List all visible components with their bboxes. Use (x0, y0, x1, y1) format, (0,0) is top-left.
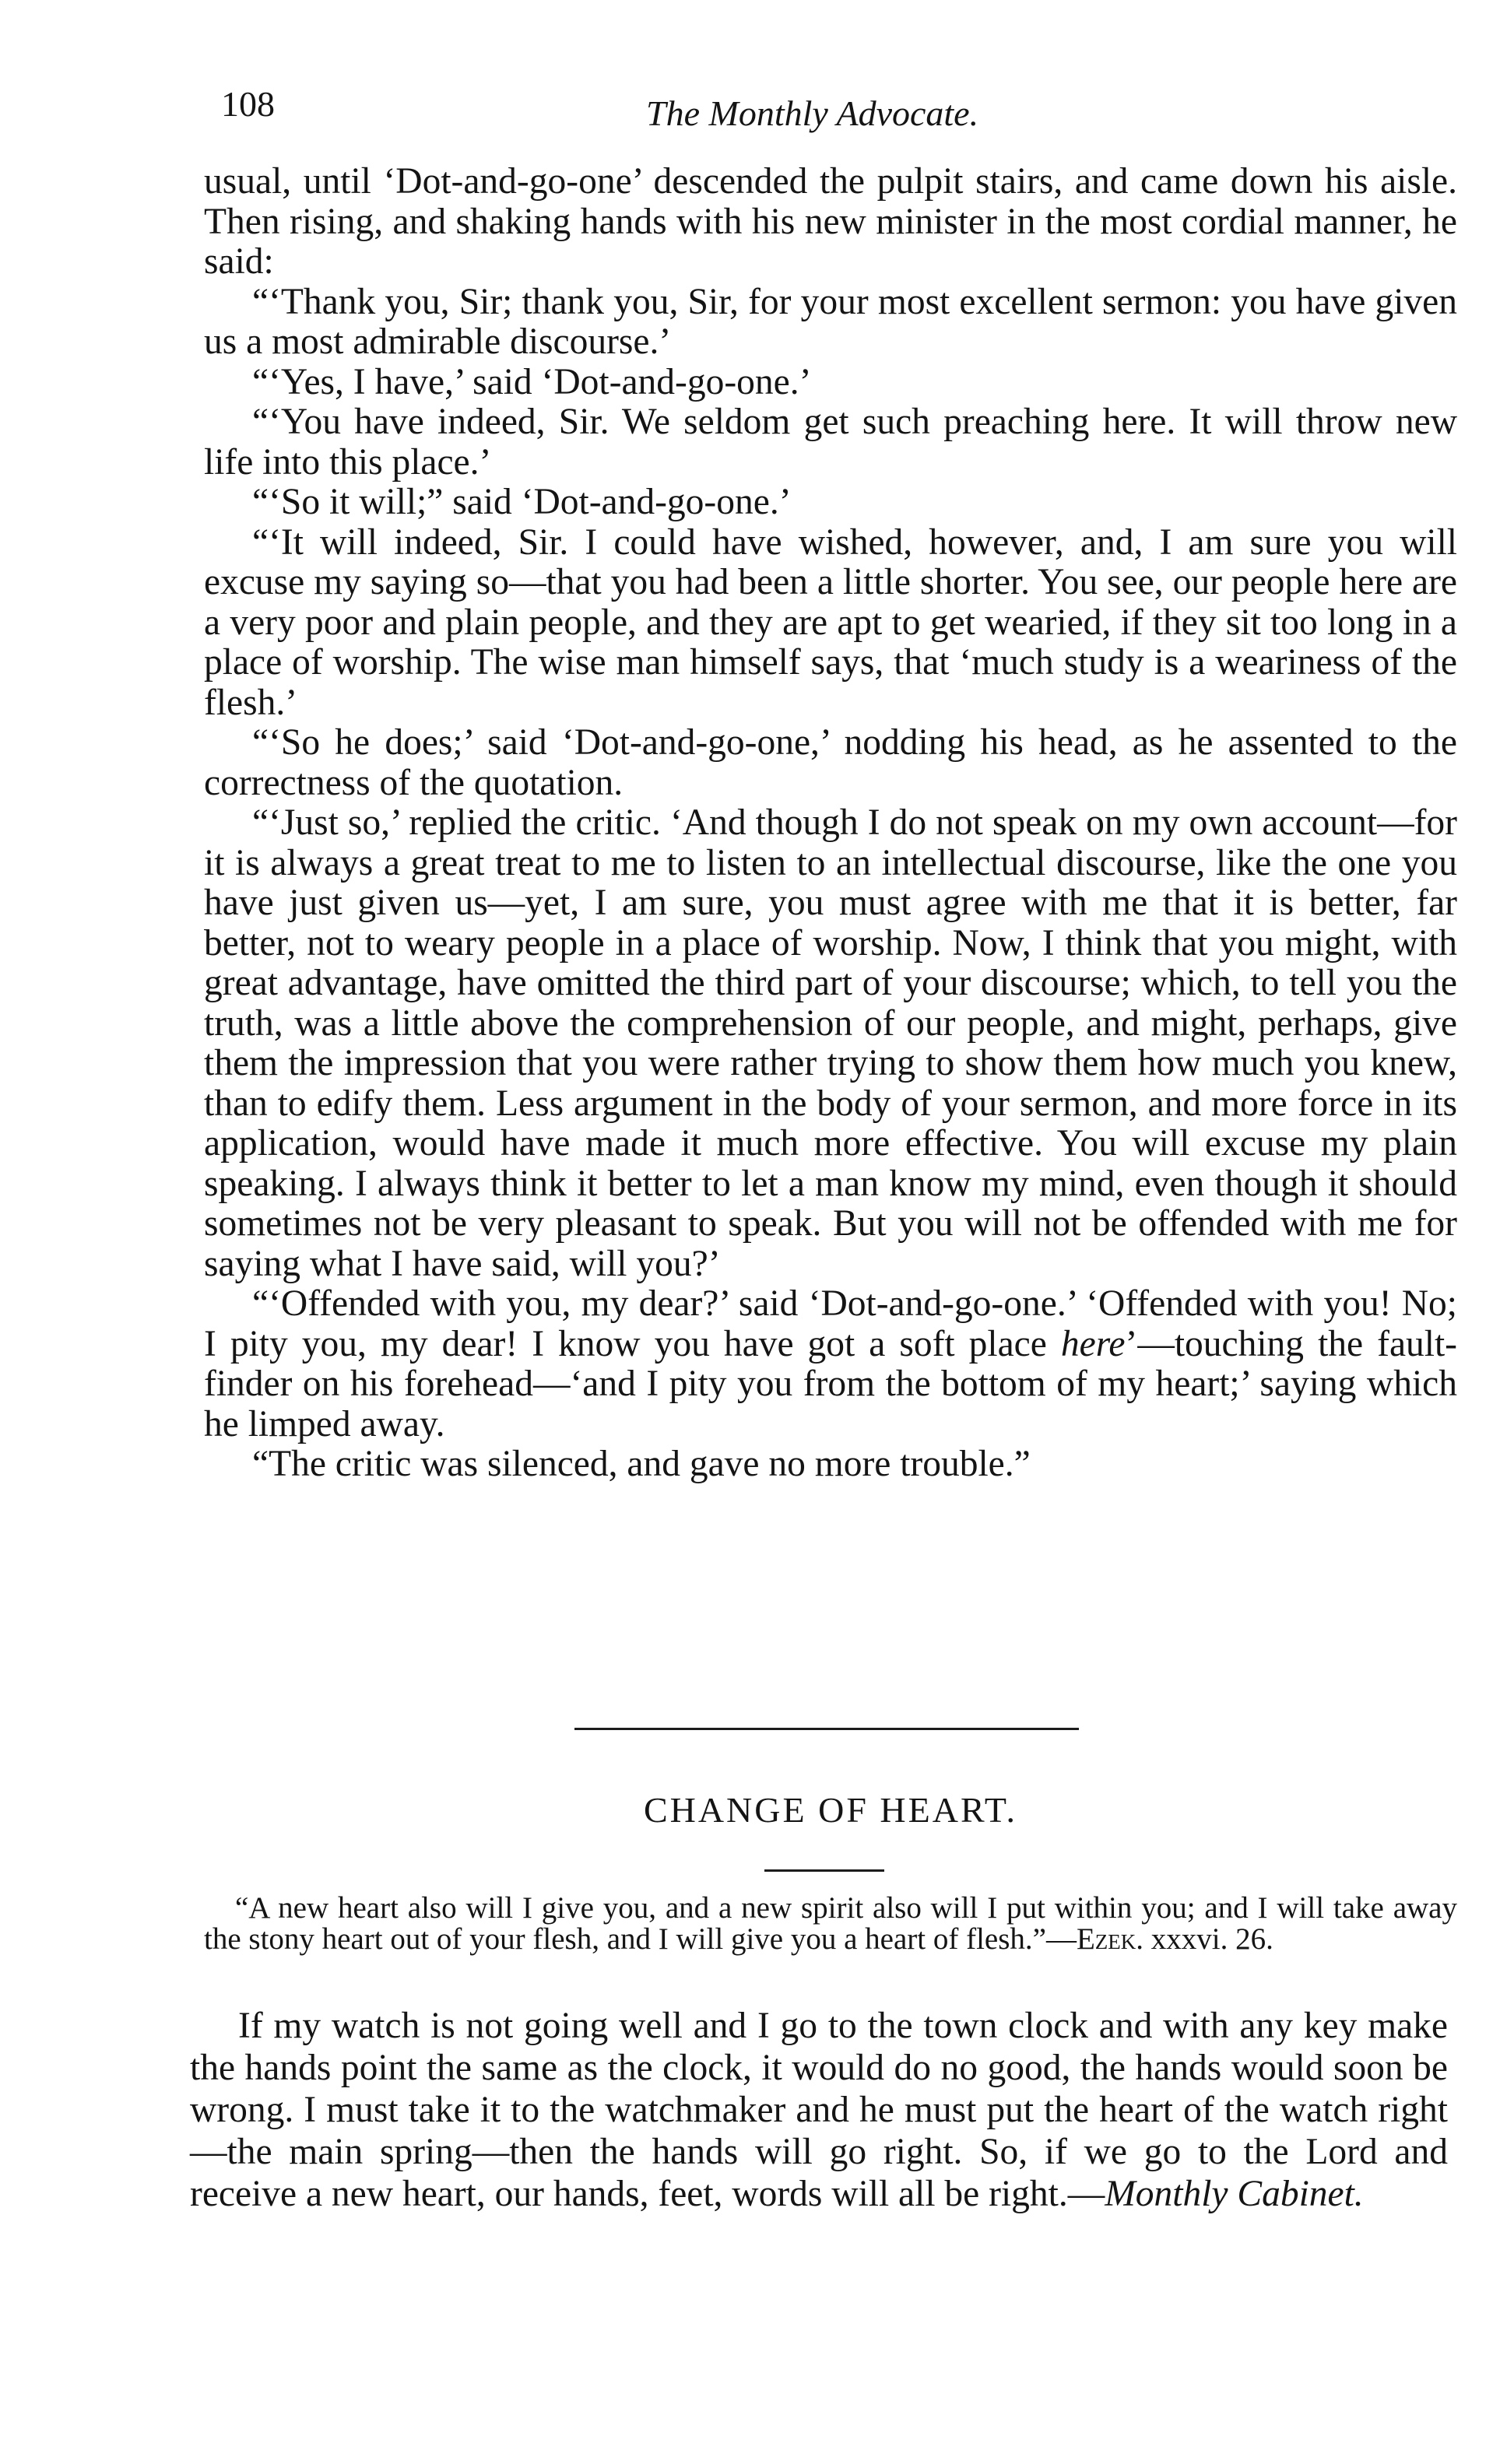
page-header (221, 81, 1046, 135)
section-divider (574, 1728, 1079, 1730)
paragraph: “‘Yes, I have,’ said ‘Dot-and-go-one.’ (252, 361, 812, 402)
story-text (204, 162, 1457, 1485)
attribution: Monthly Cabinet. (1105, 2174, 1364, 2214)
closing-text: If my watch is not going well and I go to the town clock and with any key make the hands point the same as the clock, it would do no good, the hands would soon be wrong. I must take it to the watchmaker and he must put the heart of the watch right—the main spring—then the hands will go right. So, if we go to the Lord and receive a new heart, our hands, feet, words will all be right.— (190, 2006, 1448, 2214)
epigraph-quote (204, 1893, 1457, 1955)
epigraph-reference: xxxvi. 26. (1143, 1922, 1273, 1956)
paragraph-text: “‘Offended with you, my dear?’ said ‘Dot-and-go-one.’ ‘Offended with you! No; I pity you, my dear! I know you have got a soft place (204, 1283, 1457, 1364)
closing-paragraph (190, 2005, 1448, 2215)
paragraph-offended (204, 1284, 1457, 1444)
section-title: CHANGE OF HEART. (643, 1790, 1018, 1830)
epigraph (204, 1893, 1457, 1955)
epigraph-source: Ezek. (1076, 1922, 1144, 1956)
paragraph: “The critic was silenced, and gave no more trouble.” (252, 1444, 1031, 1484)
closing-section (190, 2005, 1448, 2215)
paragraph: “‘It will indeed, Sir. I could have wished, however, and, I am sure you will excuse my saying so—that you had been a little shorter. You see, our people here are a very poor and plain people, and they are apt to get wearied, if they sit too long in a place of worship. The wise man himself says, that ‘much study is a weariness of the flesh.’ (204, 521, 1457, 723)
title-underline (764, 1869, 884, 1872)
paragraph: “‘So it will;” said ‘Dot-and-go-one.’ (252, 482, 792, 522)
paragraph: “‘So he does;’ said ‘Dot-and-go-one,’ nodding his head, as he assented to the correctness of the quotation. (204, 722, 1457, 803)
paragraph-text: ’—touching the fault-finder on his forehead—‘and I pity you from the bottom of my heart;’ saying which he limped away. (204, 1323, 1457, 1444)
paragraph: “‘Thank you, Sir; thank you, Sir, for your most excellent sermon: you have given us a most admirable discourse.’ (204, 281, 1457, 362)
italic-word: here (1060, 1323, 1126, 1364)
paragraph: usual, until ‘Dot-and-go-one’ descended the pulpit stairs, and came down his aisle. Then rising, and shaking hands with his new minister in the most cordial manner, he said: (204, 161, 1457, 282)
running-title: The Monthly Advocate. (646, 93, 979, 133)
paragraph: “‘You have indeed, Sir. We seldom get such preaching here. It will throw new life into this place.’ (204, 402, 1457, 483)
page-number: 108 (221, 84, 275, 124)
paragraph: “‘Just so,’ replied the critic. ‘And though I do not speak on my own account—for it is always a great treat to me to listen to an intellectual discourse, like the one you have just given us—yet, I am sure, you must agree with me that it is better, far better, not to weary people in a place of worship. Now, I think that you might, with great advantage, have omitted the third part of your discourse; which, to tell you the truth, was a little above the comprehension of our people, and might, perhaps, give them the impression that you were rather trying to show them how much you knew, than to edify them. Less argument in the body of your sermon, and more force in its application, would have made it much more effective. You will excuse my plain speaking. I always think it better to let a man know my mind, even though it should sometimes not be very pleasant to speak. But you will not be offended with me for saying what I have said, will you?’ (204, 802, 1457, 1284)
epigraph-text: “A new heart also will I give you, and a new spirit also will I put within you; and I will take away the stony heart out of your flesh, and I will give you a heart of flesh.”— (204, 1891, 1457, 1956)
